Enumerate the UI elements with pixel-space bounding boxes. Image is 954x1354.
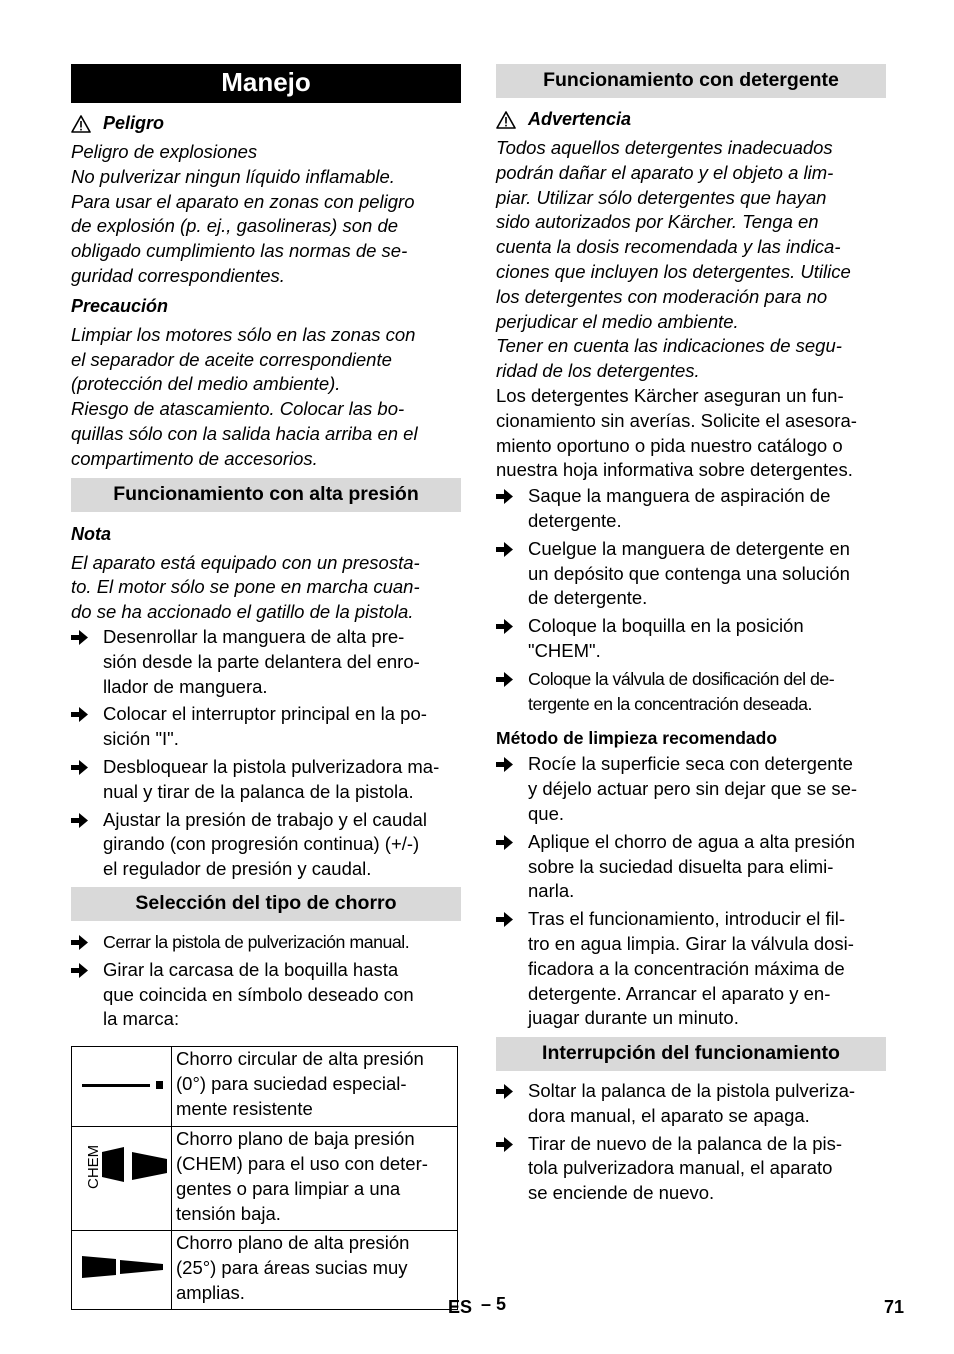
- jet-symbol-cell: [72, 1231, 172, 1310]
- list-item: Aplique el chorro de agua a alta presión sobre la suciedad disuelta para elimi- narla.: [496, 830, 886, 904]
- note-text: El aparato está equipado con un presosta- to. El motor sólo se pone en marcha cuan- do se ha accionado el gatillo de la pistola.: [71, 551, 420, 623]
- jet-description: Chorro circular de alta presión (0°) para suciedad especial- mente resistente: [172, 1047, 458, 1127]
- list-item: Tras el funcionamiento, introducir el fil- tro en agua limpia. Girar la válvula dosi- ficadora a la concentración máxima de detergente. Arrancar el aparato y en- juagar durante un minuto.: [496, 907, 886, 1031]
- jet-symbol-cell: [72, 1047, 172, 1127]
- flat-jet-25-icon: [72, 1231, 171, 1310]
- jet-symbol-cell: [72, 1127, 172, 1231]
- interruption-steps: [496, 1079, 886, 1206]
- interruption-heading: Interrupción del funcionamiento: [496, 1037, 886, 1071]
- arrow-right-icon: [496, 618, 514, 635]
- list-item: Saque la manguera de aspiración de detergente.: [496, 484, 886, 534]
- list-item: Cerrar la pistola de pulverización manual.: [71, 930, 461, 955]
- chem-symbol-text: CHEM: [85, 1144, 102, 1190]
- list-item: Ajustar la presión de trabajo y el caudal girando (con progresión continua) (+/-) el regulador de presión y caudal.: [71, 808, 461, 882]
- arrow-right-icon: [496, 834, 514, 851]
- arrow-right-icon: [71, 934, 89, 951]
- list-item: Coloque la válvula de dosificación del de- tergente en la concentración deseada.: [496, 667, 886, 717]
- jet-type-table: [71, 1046, 458, 1310]
- table-row: [72, 1231, 458, 1310]
- arrow-right-icon: [496, 671, 514, 688]
- list-item: Girar la carcasa de la boquilla hasta que coincida en símbolo deseado con la marca:: [71, 958, 461, 1032]
- chem-flat-jet-icon: [72, 1127, 171, 1231]
- arrow-right-icon: [71, 759, 89, 776]
- high-pressure-steps: [71, 625, 461, 882]
- list-item: Soltar la palanca de la pistola pulveriza- dora manual, el aparato se apaga.: [496, 1079, 886, 1129]
- danger-label-row: [71, 111, 461, 136]
- arrow-right-icon: [496, 1083, 514, 1100]
- arrow-right-icon: [71, 962, 89, 979]
- round-jet-icon: [72, 1047, 171, 1127]
- list-item: Rocíe la superficie seca con detergente y déjelo actuar pero sin dejar que se se- que.: [496, 752, 886, 826]
- jet-description: Chorro plano de baja presión (CHEM) para el uso con deter- gentes o para limpiar a una tensión baja.: [172, 1127, 458, 1231]
- arrow-right-icon: [71, 812, 89, 829]
- danger-label: Peligro: [103, 113, 165, 133]
- page-number: 71: [884, 1297, 905, 1317]
- detergent-steps: [496, 484, 886, 716]
- footer-language: ES: [448, 1297, 473, 1317]
- method-heading: Método de limpieza recomendado: [496, 728, 778, 749]
- list-item: Coloque la boquilla en la posición "CHEM".: [496, 614, 886, 664]
- warning-text: Todos aquellos detergentes inadecuados podrán dañar el aparato y el objeto a lim- piar. Utilizar sólo detergentes que hayan sido autorizados por Kärcher. Tenga en cuenta la dosis recomendada y las indica- ciones que incluyen los detergentes. Utilice los detergentes con moderación para no perjudicar el medio ambiente. Tener en cuenta las indicaciones de segu- ridad de los detergentes.: [496, 137, 851, 382]
- arrow-right-icon: [496, 1136, 514, 1153]
- warning-triangle-icon: [71, 115, 91, 133]
- arrow-right-icon: [496, 911, 514, 928]
- list-item: Cuelgue la manguera de detergente en un depósito que contenga una solución de detergente.: [496, 537, 886, 611]
- list-item: Desenrollar la manguera de alta pre- sión desde la parte delantera del enro- llador de manguera.: [71, 625, 461, 699]
- list-item: Colocar el interruptor principal en la po- sición "I".: [71, 702, 461, 752]
- jet-type-heading: Selección del tipo de chorro: [71, 887, 461, 921]
- method-steps: [496, 752, 886, 1031]
- list-item: Desbloquear la pistola pulverizadora ma- nual y tirar de la palanca de la pistola.: [71, 755, 461, 805]
- left-column: [71, 64, 461, 1310]
- arrow-right-icon: [496, 488, 514, 505]
- arrow-right-icon: [71, 706, 89, 723]
- detergent-heading: Funcionamiento con detergente: [496, 64, 886, 98]
- caution-text: Limpiar los motores sólo en las zonas con el separador de aceite correspondiente (protección del medio ambiente). Riesgo de atascamiento. Colocar las bo- quillas sólo con la salida hacia arriba en el compartimento de accesorios.: [71, 323, 418, 469]
- section-title: Manejo: [71, 64, 461, 103]
- high-pressure-heading: Funcionamiento con alta presión: [71, 478, 461, 512]
- table-row: [72, 1127, 458, 1231]
- warning-triangle-icon: [496, 111, 516, 129]
- footer-section: – 5: [481, 1294, 507, 1314]
- table-row: [72, 1047, 458, 1127]
- note-label: Nota: [71, 523, 111, 544]
- arrow-right-icon: [71, 629, 89, 646]
- jet-steps: [71, 930, 461, 1032]
- danger-text: Peligro de explosiones No pulverizar ningun líquido inflamable. Para usar el aparato en zonas con peligro de explosión (p. ej., gasolineras) son de obligado cumplimiento las normas de se- guridad correspondientes.: [71, 141, 415, 286]
- warning-label: Advertencia: [528, 109, 632, 129]
- caution-label: Precaución: [71, 295, 169, 316]
- detergent-body: Los detergentes Kärcher aseguran un fun- cionamiento sin averías. Solicite el asesora- miento oportuno o pida nuestro catálogo o nuestra hoja informativa sobre detergentes.: [496, 384, 857, 481]
- right-column: [496, 64, 886, 1209]
- arrow-right-icon: [496, 756, 514, 773]
- list-item: Tirar de nuevo de la palanca de la pis- tola pulverizadora manual, el aparato se enciende de nuevo.: [496, 1132, 886, 1206]
- warning-label-row: [496, 107, 886, 132]
- jet-description: Chorro plano de alta presión (25°) para áreas sucias muy amplias.: [172, 1231, 458, 1310]
- arrow-right-icon: [496, 541, 514, 558]
